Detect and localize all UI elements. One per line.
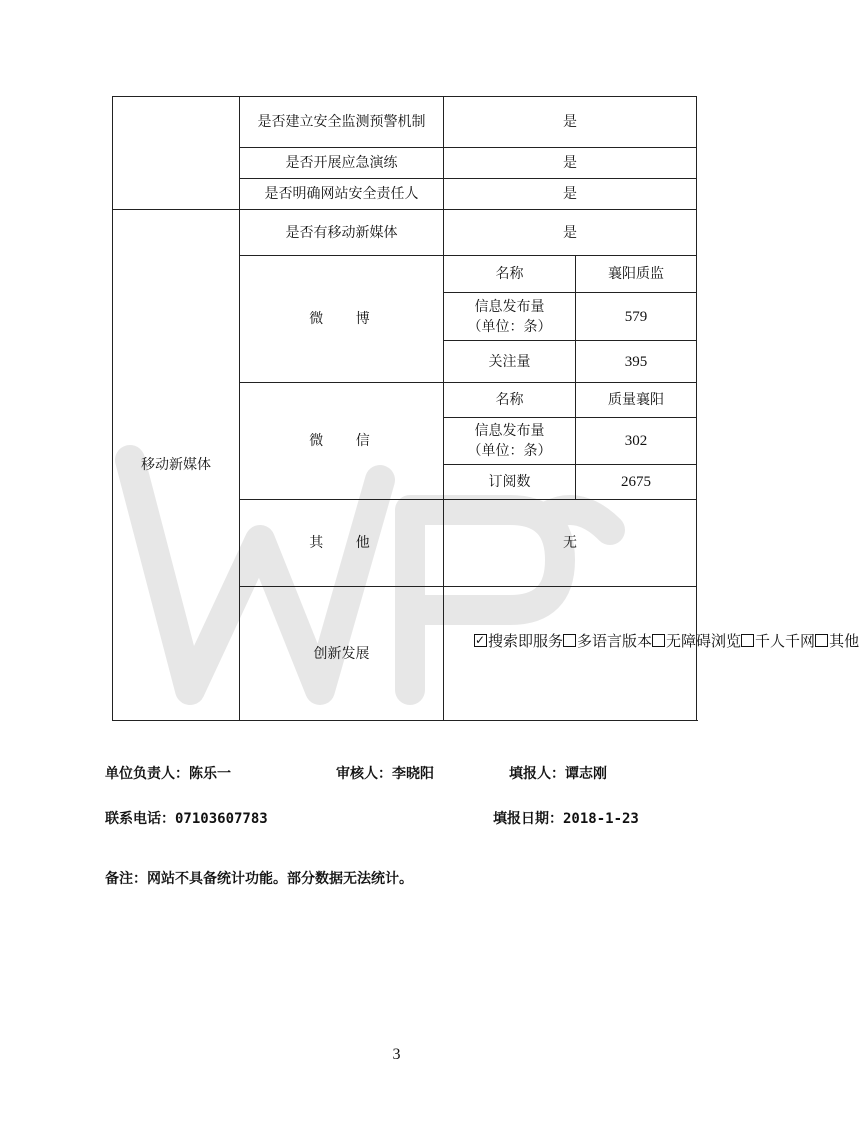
weibo-followers-label: 关注量	[444, 341, 576, 383]
page-number: 3	[392, 1046, 401, 1063]
option-search-as-service-label: 搜索即服务	[488, 632, 564, 650]
filler-value: 谭志刚	[565, 766, 607, 782]
wechat-posts-label-text: 信息发布量 （单位：条）	[467, 423, 552, 459]
monitoring-mechanism-value: 是	[444, 97, 697, 148]
unit-head-label: 单位负责人：	[105, 766, 189, 782]
checkbox-checked-icon[interactable]	[474, 634, 487, 647]
checkbox-empty-icon[interactable]	[563, 634, 576, 647]
innovation-section-label: 创新发展	[240, 587, 444, 721]
reviewer-label: 审核人：	[336, 766, 392, 782]
date-value: 2018-1-23	[563, 811, 639, 827]
reviewer	[336, 763, 434, 783]
option-personalized[interactable]	[741, 632, 815, 650]
option-personalized-label: 千人千网	[755, 632, 816, 650]
option-multilingual[interactable]	[563, 632, 652, 650]
emergency-drill-value: 是	[444, 148, 697, 179]
other-media-label: 其 他	[240, 500, 444, 587]
phone-value: 07103607783	[175, 811, 268, 827]
weibo-followers-value: 395	[576, 341, 697, 383]
wechat-subscribers-label: 订阅数	[444, 465, 576, 500]
has-media-label: 是否有移动新媒体	[240, 210, 444, 256]
date-label: 填报日期：	[493, 811, 563, 827]
filler	[509, 763, 607, 783]
option-accessibility[interactable]	[652, 632, 741, 650]
media-section-label: 移动新媒体	[113, 210, 240, 721]
option-multilingual-label: 多语言版本	[577, 632, 653, 650]
report-date	[493, 808, 639, 828]
statistics-table	[112, 96, 859, 721]
unit-head-value: 陈乐一	[189, 766, 231, 782]
option-accessibility-label: 无障碍浏览	[666, 632, 742, 650]
monitoring-mechanism-label: 是否建立安全监测预警机制	[240, 97, 444, 148]
phone-label: 联系电话：	[105, 811, 175, 827]
checkbox-empty-icon[interactable]	[815, 634, 828, 647]
remarks-note: 备注：网站不具备统计功能。部分数据无法统计。	[105, 871, 413, 887]
option-search-as-service[interactable]	[474, 632, 563, 650]
wechat-label: 微 信	[240, 383, 444, 500]
other-media-value: 无	[444, 500, 697, 587]
reviewer-value: 李晓阳	[392, 766, 434, 782]
security-owner-value: 是	[444, 179, 697, 210]
innovation-options	[444, 587, 859, 721]
wechat-posts-label	[444, 418, 576, 465]
unit-head	[105, 763, 231, 783]
option-other[interactable]	[815, 632, 859, 650]
weibo-posts-label-text: 信息发布量 （单位：条）	[467, 298, 552, 335]
wechat-name-value: 质量襄阳	[576, 383, 697, 418]
filler-label: 填报人：	[509, 766, 565, 782]
weibo-name-label: 名称	[444, 256, 576, 293]
weibo-name-value: 襄阳质监	[576, 256, 697, 293]
wechat-name-label: 名称	[444, 383, 576, 418]
checkbox-empty-icon[interactable]	[741, 634, 754, 647]
weibo-posts-label	[444, 293, 576, 341]
weibo-label: 微 博	[240, 256, 444, 383]
security-section-cell	[113, 97, 240, 210]
wechat-subscribers-value: 2675	[576, 465, 697, 500]
wechat-posts-value: 302	[576, 418, 697, 465]
option-other-label: 其他	[829, 632, 859, 650]
security-owner-label: 是否明确网站安全责任人	[240, 179, 444, 210]
emergency-drill-label: 是否开展应急演练	[240, 148, 444, 179]
checkbox-empty-icon[interactable]	[652, 634, 665, 647]
weibo-posts-value: 579	[576, 293, 697, 341]
has-media-value: 是	[444, 210, 697, 256]
phone	[105, 808, 268, 828]
